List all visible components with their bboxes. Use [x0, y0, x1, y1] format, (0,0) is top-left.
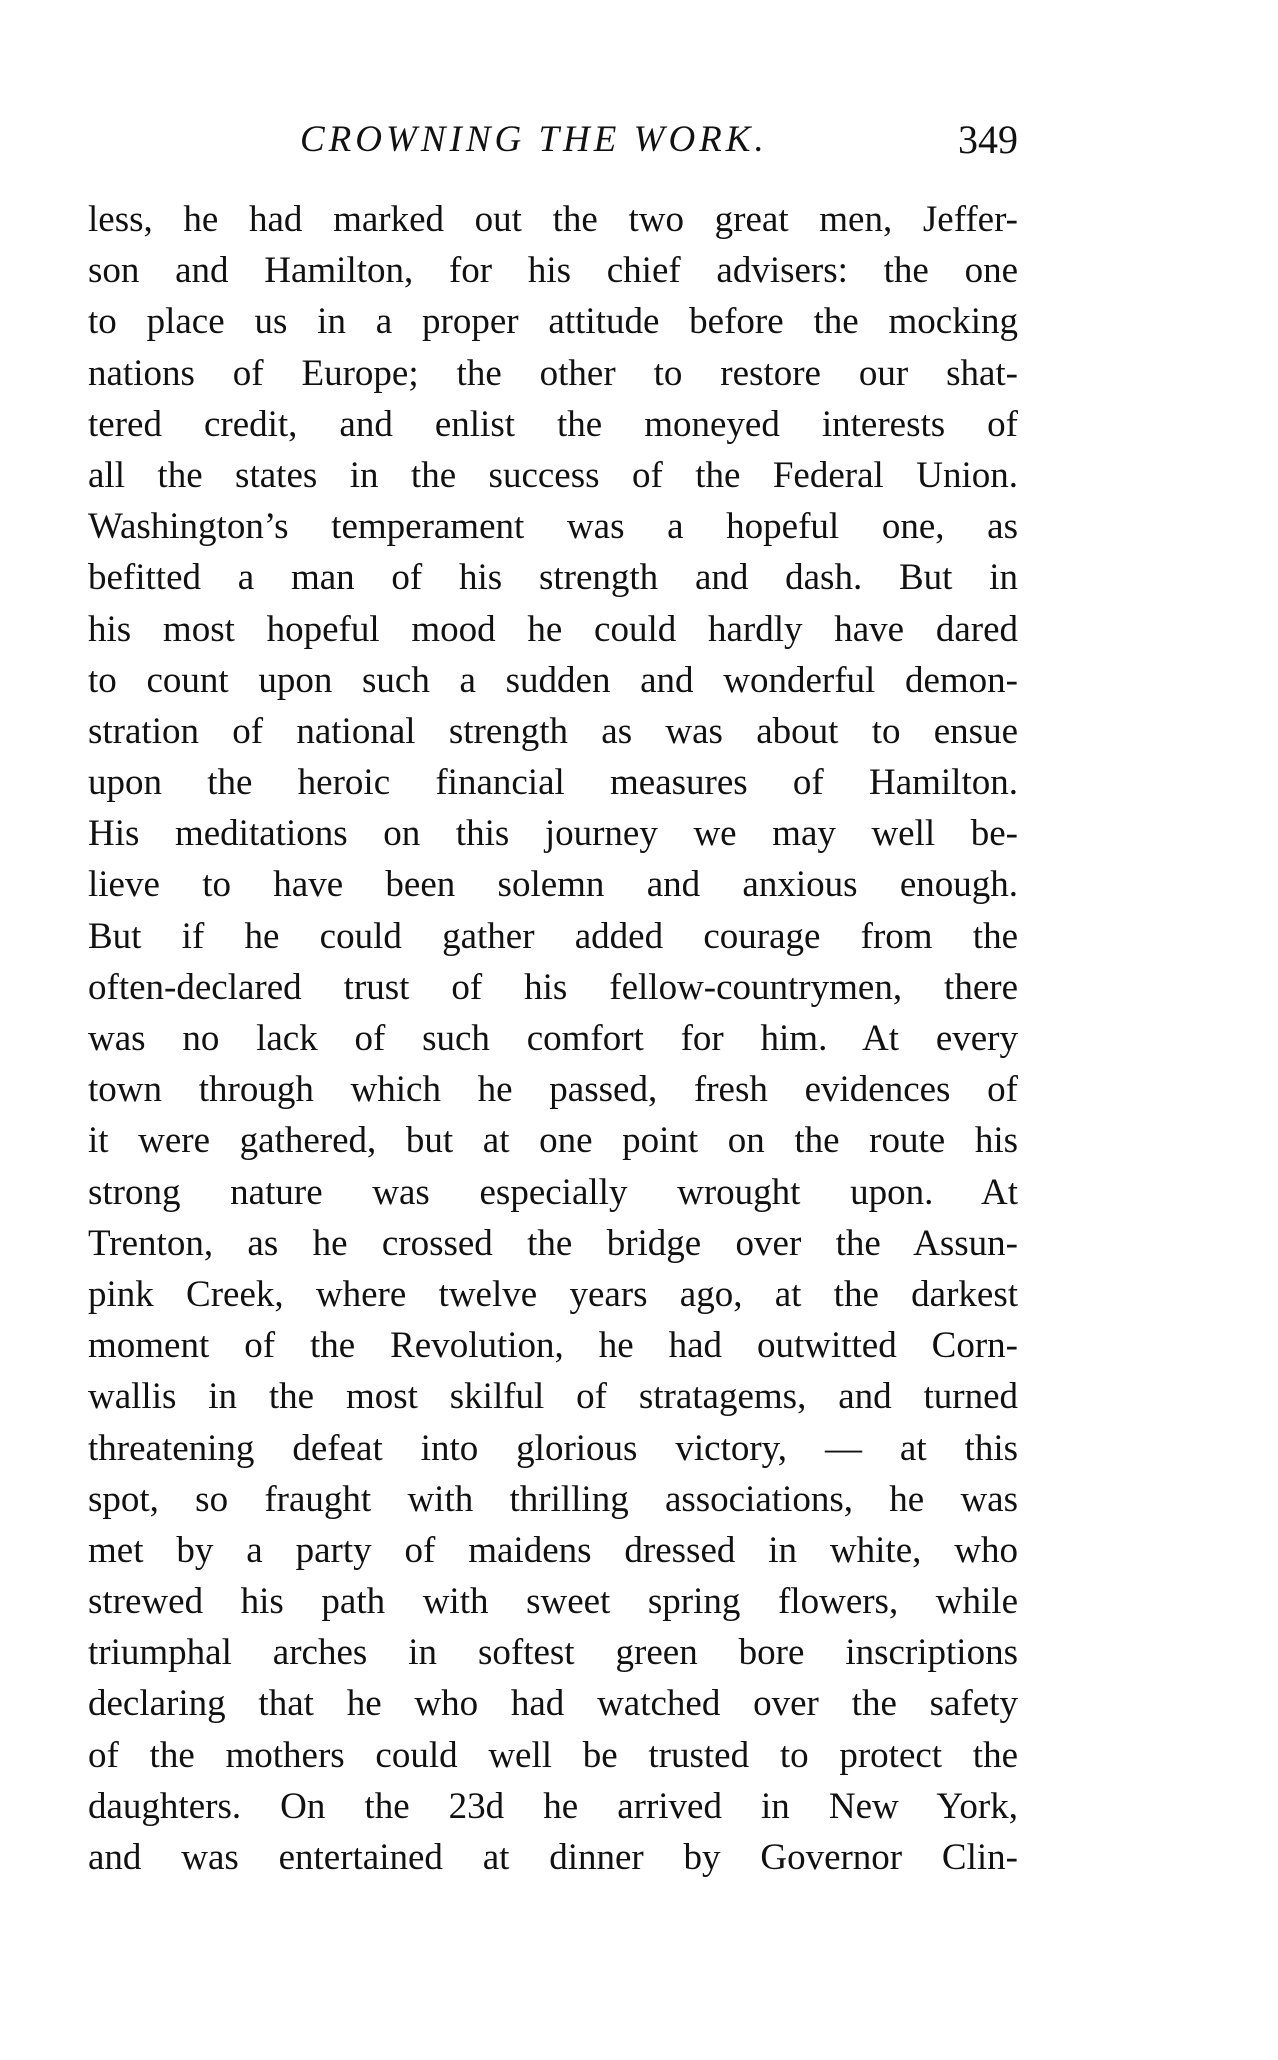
text-line: spot, so fraught with thrilling associations, he was	[88, 1478, 1018, 1520]
page-header	[88, 118, 1018, 178]
text-line: moment of the Revolution, he had outwitted Corn-	[88, 1325, 1018, 1367]
text-line: threatening defeat into glorious victory, — at this	[88, 1427, 1018, 1469]
text-line: befitted a man of his strength and dash. But in	[88, 557, 1018, 599]
text-line: tered credit, and enlist the moneyed interests of	[88, 403, 1018, 445]
text-line: it were gathered, but at one point on the route his	[88, 1120, 1018, 1162]
text-line: town through which he passed, fresh evidences of	[88, 1069, 1018, 1111]
text-line: His meditations on this journey we may well be-	[88, 813, 1018, 855]
text-line: to count upon such a sudden and wonderful demon-	[88, 659, 1018, 701]
text-line: triumphal arches in softest green bore inscriptions	[88, 1632, 1018, 1674]
running-title: CROWNING THE WORK.	[300, 119, 768, 160]
text-line: his most hopeful mood he could hardly have dared	[88, 608, 1018, 650]
text-line: stration of national strength as was about to ensue	[88, 710, 1018, 752]
text-line: declaring that he who had watched over the safety	[88, 1683, 1018, 1725]
text-line: son and Hamilton, for his chief advisers: the one	[88, 250, 1018, 292]
text-line: of the mothers could well be trusted to protect the	[88, 1734, 1018, 1776]
text-line: But if he could gather added courage from the	[88, 915, 1018, 957]
text-line: all the states in the success of the Federal Union.	[88, 454, 1018, 496]
text-line: strewed his path with sweet spring flowers, while	[88, 1581, 1018, 1623]
text-line: to place us in a proper attitude before the mocking	[88, 301, 1018, 343]
text-line: met by a party of maidens dressed in white, who	[88, 1529, 1018, 1571]
body-text	[88, 194, 1018, 1883]
text-line: upon the heroic financial measures of Hamilton.	[88, 762, 1018, 804]
text-line: Washington’s temperament was a hopeful one, as	[88, 506, 1018, 548]
page-number: 349	[958, 117, 1018, 162]
text-line: nations of Europe; the other to restore our shat-	[88, 352, 1018, 394]
text-line: daughters. On the 23d he arrived in New York,	[88, 1785, 1018, 1827]
text-line: was no lack of such comfort for him. At every	[88, 1018, 1018, 1059]
text-line: and was entertained at dinner by Governor Clin-	[88, 1837, 1018, 1878]
text-line: often-declared trust of his fellow-countrymen, there	[88, 966, 1018, 1008]
text-line: Trenton, as he crossed the bridge over the Assun-	[88, 1222, 1018, 1264]
text-line: strong nature was especially wrought upon. At	[88, 1171, 1018, 1213]
text-line: wallis in the most skilful of stratagems, and turned	[88, 1376, 1018, 1418]
text-line: lieve to have been solemn and anxious enough.	[88, 864, 1018, 906]
text-line: less, he had marked out the two great men, Jeffer-	[88, 199, 1018, 240]
text-line: pink Creek, where twelve years ago, at the darkest	[88, 1273, 1018, 1315]
